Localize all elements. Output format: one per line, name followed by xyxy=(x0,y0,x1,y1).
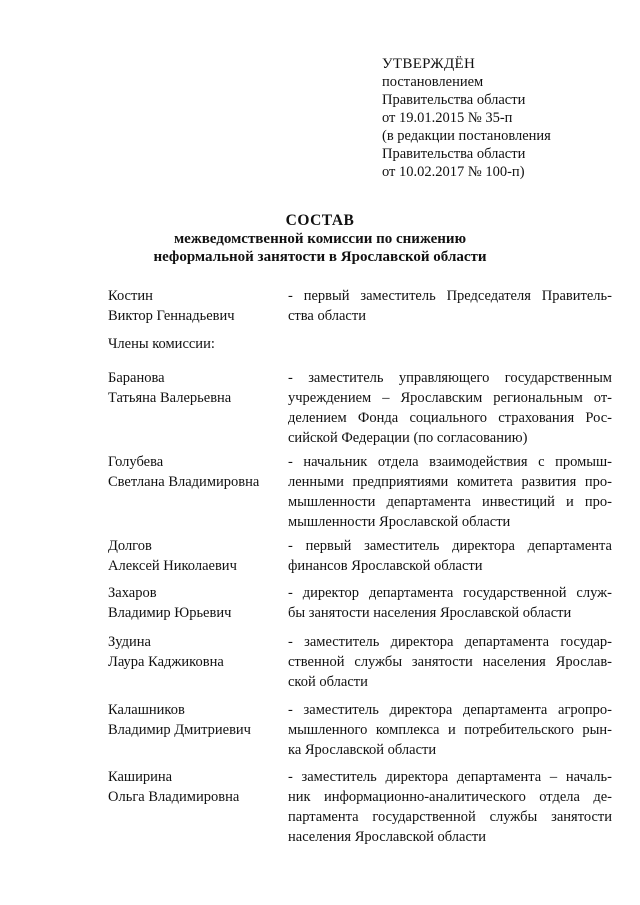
member-surname: Каширина xyxy=(108,769,173,785)
members-label: Члены комиссии: xyxy=(108,336,215,352)
member-surname: Зудина xyxy=(108,634,151,650)
role-line: - заместитель директора департамента агропро- xyxy=(288,702,612,718)
member-name xyxy=(108,286,288,326)
role-line: сийской Федерации (по согласованию) xyxy=(288,430,528,446)
member-surname: Калашников xyxy=(108,702,185,718)
member-given-name: Светлана Владимировна xyxy=(108,474,260,490)
member-role xyxy=(288,632,612,692)
title-main: СОСТАВ xyxy=(285,212,355,229)
role-line: партамента государственной службы занятости xyxy=(288,809,612,825)
role-line: - первый заместитель директора департамента xyxy=(288,538,612,554)
member-surname: Долгов xyxy=(108,538,152,554)
role-line: - первый заместитель Председателя Правитель- xyxy=(288,288,612,304)
role-line: бы занятости населения Ярославской области xyxy=(288,605,572,621)
role-line: мышленности Ярославской области xyxy=(288,514,511,530)
role-line: населения Ярославской области xyxy=(288,829,486,845)
role-line: ственной службы занятости населения Ярослав- xyxy=(288,654,612,670)
approval-stamp xyxy=(382,55,551,181)
member-given-name: Ольга Владимировна xyxy=(108,789,240,805)
member-given-name: Владимир Юрьевич xyxy=(108,605,232,621)
approval-line: от 19.01.2015 № 35-п xyxy=(382,110,513,126)
member-given-name: Лаура Каджиковна xyxy=(108,654,224,670)
member-surname: Захаров xyxy=(108,585,157,601)
member-role xyxy=(288,536,612,576)
member-given-name: Владимир Дмитриевич xyxy=(108,722,251,738)
member-name xyxy=(108,536,288,576)
role-line: - заместитель управляющего государственным xyxy=(288,370,612,386)
member-name xyxy=(108,632,288,672)
title-subtitle: неформальной занятости в Ярославской области xyxy=(153,249,487,265)
member-surname: Костин xyxy=(108,288,153,304)
approval-line: постановлением xyxy=(382,74,484,90)
member-role xyxy=(288,700,612,760)
role-line: ник информационно-аналитического отдела де- xyxy=(288,789,612,805)
member-surname: Баранова xyxy=(108,370,165,386)
role-line: делением Фонда социального страхования Рос- xyxy=(288,410,612,426)
member-role xyxy=(288,767,612,847)
document-title xyxy=(0,212,640,266)
member-surname: Голубева xyxy=(108,454,164,470)
approval-line: Правительства области xyxy=(382,146,526,162)
approval-line: (в редакции постановления xyxy=(382,128,551,144)
member-role xyxy=(288,583,612,623)
member-given-name: Виктор Геннадьевич xyxy=(108,308,235,324)
member-name xyxy=(108,767,288,807)
role-line: - начальник отдела взаимодействия с промыш- xyxy=(288,454,612,470)
member-given-name: Татьяна Валерьевна xyxy=(108,390,232,406)
role-line: мышленности департамента инвестиций и про- xyxy=(288,494,612,510)
member-role xyxy=(288,286,612,326)
approval-heading: УТВЕРЖДЁН xyxy=(382,56,476,72)
role-line: финансов Ярославской области xyxy=(288,558,483,574)
role-line: - директор департамента государственной служ- xyxy=(288,585,612,601)
role-line: мышленного комплекса и потребительского рын- xyxy=(288,722,612,738)
role-line: ка Ярославской области xyxy=(288,742,437,758)
member-name xyxy=(108,700,288,740)
role-line: учреждением – Ярославским региональным от- xyxy=(288,390,612,406)
role-line: - заместитель директора департамента государ- xyxy=(288,634,612,650)
member-given-name: Алексей Николаевич xyxy=(108,558,237,574)
role-line: - заместитель директора департамента – началь- xyxy=(288,769,612,785)
member-role xyxy=(288,452,612,532)
member-role xyxy=(288,368,612,448)
role-line: ской области xyxy=(288,674,368,690)
member-name xyxy=(108,583,288,623)
title-subtitle: межведомственной комиссии по снижению xyxy=(173,231,467,247)
role-line: ленными предприятиями комитета развития про- xyxy=(288,474,612,490)
approval-line: от 10.02.2017 № 100-п) xyxy=(382,164,525,180)
member-name xyxy=(108,452,288,492)
role-line: ства области xyxy=(288,308,366,324)
approval-line: Правительства области xyxy=(382,92,526,108)
member-name xyxy=(108,368,288,408)
